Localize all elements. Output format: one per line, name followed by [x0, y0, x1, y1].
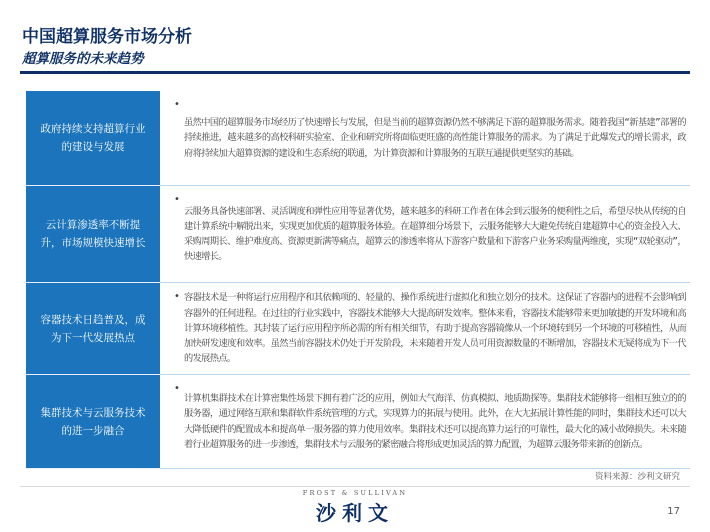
row-description: 云服务具备快速部署、灵活调度和弹性应用等显著优势，越来越多的科研工作者在体会到云服务的便利性之后，希望尽快从传统的自建计算系统中解脱出来，实现更加优质的超算服务体验。在超算细分场景下，云服务能够大大避免传统自建超算中心的资金投入大、采购周期长、维护难度高、资源更新满等痛点，超算云的渗透率将从下游客户数量和下游客户业务采购量两维度，实现“双轮驱动”，快速增长。	[184, 205, 686, 263]
row-label: 政府持续支持超算行业的建设与发展	[26, 91, 160, 186]
row-label: 云计算渗透率不断提升，市场规模快速增长	[26, 186, 160, 283]
row-description: 容器技术是一种将运行应用程序和其依赖项的、轻量的、操作系统进行虚拟化和独立划分的技术。这保证了容器内的进程不会影响到容器外的任何进程。在过往的行业实践中，容器技术能够大大提高研发效率。整体来看，容器技术能够带来更加敏捷的开发环境和高计算环境移植性。其封装了运行应用程序所必需的所有相关细节，有助于提高容器镜像从一个环境转到另一个环境的可移植性，从而加快研发速度和效率。虽然当前容器技术仍处于开发阶段，未来随着开发人员可用资源数量的不断增加，容器技术无疑将成为下一代的发展热点。	[184, 292, 686, 365]
bullet-icon: •	[174, 194, 180, 205]
row-body	[160, 283, 690, 375]
company-logo-tagline: FROST & SULLIVAN	[302, 489, 408, 497]
trend-row-government	[26, 91, 690, 186]
row-body	[160, 186, 690, 283]
page-number: 17	[667, 506, 680, 517]
row-label: 容器技术日趋普及，成为下一代发展热点	[26, 283, 160, 375]
bullet-icon: •	[174, 383, 180, 394]
trend-row-cloud	[26, 186, 690, 283]
bullet-icon: •	[174, 291, 180, 302]
row-body	[160, 375, 690, 469]
page-subtitle: 超算服务的未来趋势	[22, 51, 144, 67]
bullet-icon: •	[174, 99, 180, 110]
row-body	[160, 91, 690, 186]
header-divider	[20, 71, 690, 74]
trend-row-cluster	[26, 375, 690, 469]
row-description: 虽然中国的超算服务市场经历了快速增长与发展，但是当前的超算资源仍然不够满足下游的超算服务需求。随着我国“新基建”部署的持续推进，越来越多的高校科研实验室、企业和研究所将面临更旺盛的高性能计算服务的需求。为了满足于此爆发式的增长需求，政府将持续加大超算资源的建设和生态系统的联通，为计算资源和计算服务的互联互通提供更坚实的基础。	[184, 117, 686, 159]
row-description: 计算机集群技术在计算密集性场景下拥有着广泛的应用，例如大气海洋、仿真模拟、地质勘探等。集群技术能够将一组相互独立的的服务器，通过网络互联和集群软件系统管理的方式，实现算力的拓展与使用。此外，在大尢拓展计算性能的同时，集群技术还可以大大降低硬件的配置成本和提高单一服务器的算力使用效率。集群技术还可以提高算力运行的可靠性，最大化的减小故障损失。未来随着行业超算服务的进一步渗透，集群技术与云服务的紧密融合将形成更加灵活的算力配置，为超算云服务带来新的创新点。	[184, 393, 686, 450]
source-note: 资料来源：沙利文研究	[594, 472, 680, 482]
page-title: 中国超算服务市场分析	[22, 27, 192, 47]
row-label: 集群技术与云服务技术的进一步融合	[26, 375, 160, 469]
trend-row-container	[26, 283, 690, 375]
footer-divider	[20, 486, 690, 487]
company-logo: 沙利文	[316, 501, 394, 525]
